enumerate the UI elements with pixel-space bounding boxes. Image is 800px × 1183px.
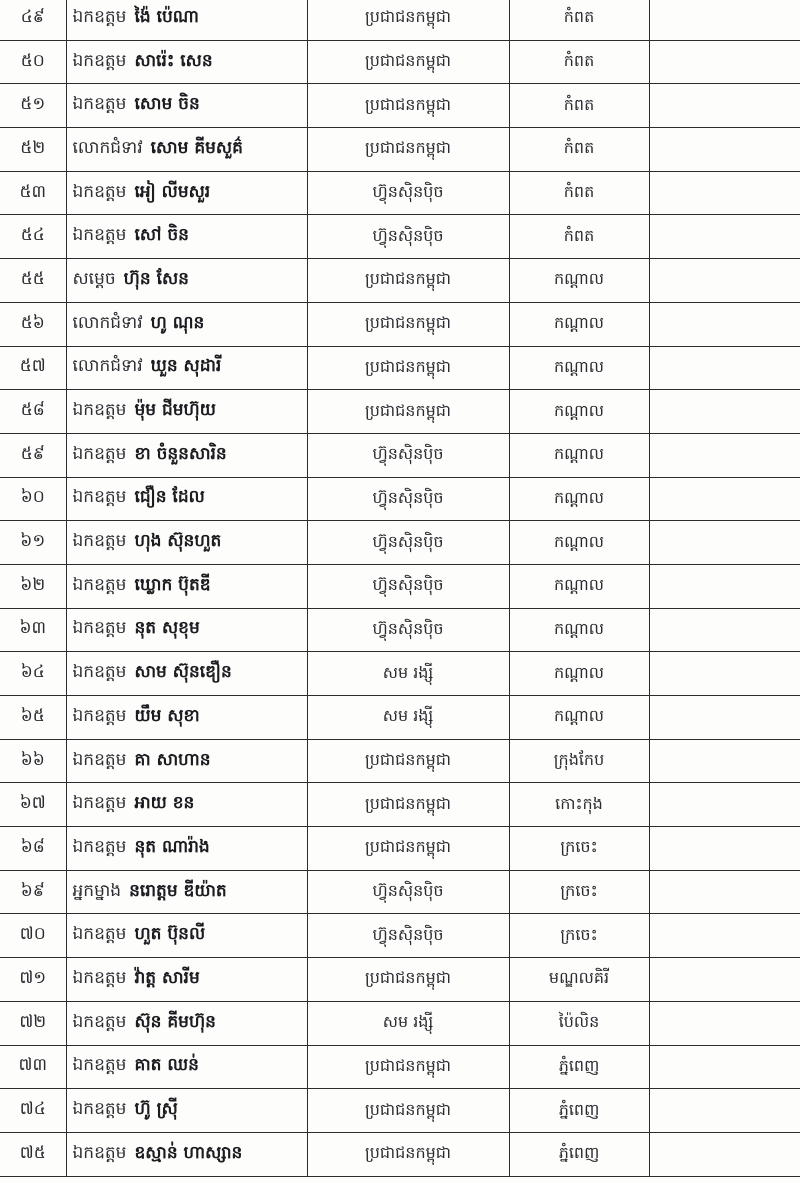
member-name: ឃ្លោក ប៊ុតឌី xyxy=(134,574,211,595)
honorific-title: លោកជំទាវ xyxy=(72,312,143,333)
member-name: គាត ឈន់ xyxy=(134,1055,199,1076)
province-cell: ភ្នំពេញ xyxy=(509,1132,649,1176)
honorific-title: ឯកឧត្តម xyxy=(72,443,127,464)
member-name-cell xyxy=(66,914,307,958)
party-cell: ប្រជាជនកម្ពុជា xyxy=(307,739,509,783)
member-name: គា សាហាន xyxy=(134,749,211,770)
member-name-cell xyxy=(66,84,307,128)
empty-cell xyxy=(649,783,800,827)
party-cell: ប្រជាជនកម្ពុជា xyxy=(307,84,509,128)
member-name-cell xyxy=(66,477,307,521)
row-number: ៦០ xyxy=(0,477,66,521)
province-cell: កណ្តាល xyxy=(509,564,649,608)
member-name-cell xyxy=(66,259,307,303)
row-number: ៦១ xyxy=(0,521,66,565)
member-name: នុត ណារ៉ាង xyxy=(134,836,210,857)
empty-cell xyxy=(649,827,800,871)
member-name-cell xyxy=(66,564,307,608)
table-row xyxy=(0,215,800,259)
member-name: ជឿន ដែល xyxy=(134,487,205,508)
member-name: ហ៊ុន សែន xyxy=(123,268,189,289)
member-name-cell xyxy=(66,739,307,783)
member-name: សាម ស៊ុនឌឿន xyxy=(134,662,232,683)
row-number: ៧២ xyxy=(0,1001,66,1045)
empty-cell xyxy=(649,433,800,477)
empty-cell xyxy=(649,128,800,172)
table-row xyxy=(0,783,800,827)
empty-cell xyxy=(649,914,800,958)
row-number: ៤៩ xyxy=(0,0,66,40)
honorific-title: ឯកឧត្តម xyxy=(72,6,127,27)
province-cell: ក្រុងកែប xyxy=(509,739,649,783)
honorific-title: អ្នកម្នាង xyxy=(72,880,122,901)
party-cell: ប្រជាជនកម្ពុជា xyxy=(307,827,509,871)
empty-cell xyxy=(649,40,800,84)
member-name: ង៉ៃ ប៉េណា xyxy=(134,6,199,27)
empty-cell xyxy=(649,1132,800,1176)
party-cell: ប្រជាជនកម្ពុជា xyxy=(307,259,509,303)
province-cell: កោះកុង xyxy=(509,783,649,827)
honorific-title: លោកជំទាវ xyxy=(72,137,143,158)
row-number: ៧១ xyxy=(0,958,66,1002)
honorific-title: លោកជំទាវ xyxy=(72,356,143,377)
member-name-cell xyxy=(66,1001,307,1045)
row-number: ៥១ xyxy=(0,84,66,128)
party-cell: ហ៊្វុនស៊ិនប៉ិច xyxy=(307,870,509,914)
table-row xyxy=(0,914,800,958)
honorific-title: ឯកឧត្តម xyxy=(72,793,127,814)
member-name: យឹម សុខា xyxy=(134,705,200,726)
row-number: ៥៣ xyxy=(0,171,66,215)
member-name-cell xyxy=(66,346,307,390)
member-name: ហុង ស៊ុនហួត xyxy=(134,531,222,552)
empty-cell xyxy=(649,390,800,434)
table-row xyxy=(0,652,800,696)
province-cell: កណ្តាល xyxy=(509,390,649,434)
member-name: ស៊ុន គីមហ៊ុន xyxy=(134,1011,216,1032)
member-name: សៅ ចិន xyxy=(134,225,189,246)
member-name: អៀ លីមសួរ xyxy=(134,181,211,202)
table-row xyxy=(0,346,800,390)
empty-cell xyxy=(649,608,800,652)
row-number: ៥០ xyxy=(0,40,66,84)
row-number: ៦៩ xyxy=(0,870,66,914)
table-row xyxy=(0,827,800,871)
province-cell: កំពត xyxy=(509,0,649,40)
row-number: ៥៩ xyxy=(0,433,66,477)
table-row xyxy=(0,390,800,434)
member-name: សោម គីមសួគ៌ xyxy=(150,137,243,158)
party-cell: ហ៊្វុនស៊ិនប៉ិច xyxy=(307,215,509,259)
empty-cell xyxy=(649,564,800,608)
table-row xyxy=(0,40,800,84)
member-name: នរោត្តម ឌីយ៉ាត xyxy=(129,880,227,901)
row-number: ៥៦ xyxy=(0,302,66,346)
honorific-title: ឯកឧត្តម xyxy=(72,225,127,246)
province-cell: ក្រចេះ xyxy=(509,870,649,914)
honorific-title: ឯកឧត្តម xyxy=(72,94,127,115)
party-cell: សម រង្ស៊ី xyxy=(307,652,509,696)
row-number: ៥២ xyxy=(0,128,66,172)
table-row xyxy=(0,0,800,40)
row-number: ៥៥ xyxy=(0,259,66,303)
empty-cell xyxy=(649,302,800,346)
row-number: ៧៥ xyxy=(0,1132,66,1176)
row-number: ៧៣ xyxy=(0,1045,66,1089)
table-row xyxy=(0,477,800,521)
member-name-cell xyxy=(66,608,307,652)
member-name-cell xyxy=(66,1132,307,1176)
table-row xyxy=(0,302,800,346)
member-name: ឧស្មាន់ ហាស្សាន xyxy=(134,1142,243,1163)
empty-cell xyxy=(649,1001,800,1045)
province-cell: កំពត xyxy=(509,84,649,128)
honorific-title: ឯកឧត្តម xyxy=(72,618,127,639)
province-cell: កណ្តាល xyxy=(509,696,649,740)
member-name: វ៉ាត្ត សារីម xyxy=(134,967,200,988)
province-cell: កំពត xyxy=(509,171,649,215)
province-cell: កណ្តាល xyxy=(509,652,649,696)
empty-cell xyxy=(649,215,800,259)
province-cell: កណ្តាល xyxy=(509,477,649,521)
row-number: ៧០ xyxy=(0,914,66,958)
member-name: ហួត ប៊ុនលី xyxy=(134,924,206,945)
member-name-cell xyxy=(66,870,307,914)
honorific-title: ឯកឧត្តម xyxy=(72,487,127,508)
empty-cell xyxy=(649,0,800,40)
member-name: ហូ ណុន xyxy=(150,312,205,333)
row-number: ៦២ xyxy=(0,564,66,608)
member-name-cell xyxy=(66,783,307,827)
honorific-title: សម្តេច xyxy=(72,268,116,289)
province-cell: កំពត xyxy=(509,215,649,259)
honorific-title: ឯកឧត្តម xyxy=(72,749,127,770)
row-number: ៦៥ xyxy=(0,696,66,740)
honorific-title: ឯកឧត្តម xyxy=(72,531,127,552)
member-name: នុត សុខុម xyxy=(134,618,200,639)
empty-cell xyxy=(649,84,800,128)
empty-cell xyxy=(649,171,800,215)
empty-cell xyxy=(649,259,800,303)
honorific-title: ឯកឧត្តម xyxy=(72,50,127,71)
province-cell: ក្រចេះ xyxy=(509,914,649,958)
party-cell: ហ៊្វុនស៊ិនប៉ិច xyxy=(307,433,509,477)
party-cell: ប្រជាជនកម្ពុជា xyxy=(307,128,509,172)
province-cell: កំពត xyxy=(509,128,649,172)
province-cell: ប៉ៃលិន xyxy=(509,1001,649,1045)
province-cell: ភ្នំពេញ xyxy=(509,1089,649,1133)
province-cell: មណ្ឌលគិរី xyxy=(509,958,649,1002)
empty-cell xyxy=(649,1045,800,1089)
party-cell: ប្រជាជនកម្ពុជា xyxy=(307,390,509,434)
party-cell: ប្រជាជនកម្ពុជា xyxy=(307,783,509,827)
member-name-cell xyxy=(66,958,307,1002)
member-name-cell xyxy=(66,171,307,215)
member-name: សោម ចិន xyxy=(134,94,200,115)
party-cell: សម រង្ស៊ី xyxy=(307,696,509,740)
empty-cell xyxy=(649,477,800,521)
party-cell: ហ៊្វុនស៊ិនប៉ិច xyxy=(307,608,509,652)
province-cell: ក្រចេះ xyxy=(509,827,649,871)
party-cell: ហ៊្វុនស៊ិនប៉ិច xyxy=(307,521,509,565)
member-name-cell xyxy=(66,652,307,696)
member-name: ខា ចំនួនសារិន xyxy=(134,443,227,464)
table-row xyxy=(0,564,800,608)
empty-cell xyxy=(649,958,800,1002)
member-name: ម៉ុម ជីមហ៊ុយ xyxy=(134,400,216,421)
member-name-cell xyxy=(66,521,307,565)
province-cell: ភ្នំពេញ xyxy=(509,1045,649,1089)
province-cell: កណ្តាល xyxy=(509,521,649,565)
row-number: ៦៦ xyxy=(0,739,66,783)
member-name-cell xyxy=(66,128,307,172)
empty-cell xyxy=(649,870,800,914)
party-cell: ហ៊្វុនស៊ិនប៉ិច xyxy=(307,914,509,958)
honorific-title: ឯកឧត្តម xyxy=(72,662,127,683)
member-name-cell xyxy=(66,696,307,740)
table-row xyxy=(0,958,800,1002)
member-name-cell xyxy=(66,1089,307,1133)
empty-cell xyxy=(649,696,800,740)
row-number: ៦៣ xyxy=(0,608,66,652)
table-row xyxy=(0,1132,800,1176)
province-cell: កណ្តាល xyxy=(509,346,649,390)
province-cell: កណ្តាល xyxy=(509,259,649,303)
honorific-title: ឯកឧត្តម xyxy=(72,1011,127,1032)
member-name: អាយ ខន xyxy=(134,793,195,814)
honorific-title: ឯកឧត្តម xyxy=(72,1055,127,1076)
row-number: ៧៤ xyxy=(0,1089,66,1133)
member-name-cell xyxy=(66,0,307,40)
member-name-cell xyxy=(66,433,307,477)
party-cell: ប្រជាជនកម្ពុជា xyxy=(307,1089,509,1133)
member-name-cell xyxy=(66,827,307,871)
member-name-cell xyxy=(66,1045,307,1089)
table-row xyxy=(0,1001,800,1045)
honorific-title: ឯកឧត្តម xyxy=(72,181,127,202)
table-row xyxy=(0,1045,800,1089)
party-cell: ហ៊្វុនស៊ិនប៉ិច xyxy=(307,477,509,521)
table-row xyxy=(0,171,800,215)
party-cell: ហ៊្វុនស៊ិនប៉ិច xyxy=(307,171,509,215)
table-row xyxy=(0,696,800,740)
member-name: ហ៊ូ ស្រ៊ី xyxy=(134,1099,178,1120)
empty-cell xyxy=(649,521,800,565)
table-row xyxy=(0,84,800,128)
table-row xyxy=(0,608,800,652)
row-number: ៦៧ xyxy=(0,783,66,827)
party-cell: ប្រជាជនកម្ពុជា xyxy=(307,346,509,390)
row-number: ៥៨ xyxy=(0,390,66,434)
row-number: ៦៤ xyxy=(0,652,66,696)
member-name: សារ៉េះ សេន xyxy=(134,50,213,71)
member-name-cell xyxy=(66,40,307,84)
honorific-title: ឯកឧត្តម xyxy=(72,705,127,726)
honorific-title: ឯកឧត្តម xyxy=(72,967,127,988)
party-cell: ប្រជាជនកម្ពុជា xyxy=(307,958,509,1002)
empty-cell xyxy=(649,739,800,783)
table-row xyxy=(0,128,800,172)
table-row xyxy=(0,433,800,477)
table-row xyxy=(0,1089,800,1133)
table-row xyxy=(0,521,800,565)
table-row xyxy=(0,870,800,914)
province-cell: កណ្តាល xyxy=(509,302,649,346)
honorific-title: ឯកឧត្តម xyxy=(72,400,127,421)
member-name-cell xyxy=(66,215,307,259)
honorific-title: ឯកឧត្តម xyxy=(72,836,127,857)
member-name-cell xyxy=(66,390,307,434)
province-cell: កណ្តាល xyxy=(509,433,649,477)
province-cell: កណ្តាល xyxy=(509,608,649,652)
party-cell: ប្រជាជនកម្ពុជា xyxy=(307,1132,509,1176)
row-number: ៦៨ xyxy=(0,827,66,871)
empty-cell xyxy=(649,652,800,696)
party-cell: ប្រជាជនកម្ពុជា xyxy=(307,0,509,40)
party-cell: ប្រជាជនកម្ពុជា xyxy=(307,40,509,84)
table-row xyxy=(0,259,800,303)
row-number: ៥៤ xyxy=(0,215,66,259)
party-cell: ប្រជាជនកម្ពុជា xyxy=(307,1045,509,1089)
honorific-title: ឯកឧត្តម xyxy=(72,574,127,595)
member-name-cell xyxy=(66,302,307,346)
table-row xyxy=(0,739,800,783)
honorific-title: ឯកឧត្តម xyxy=(72,1142,127,1163)
party-cell: សម រង្ស៊ី xyxy=(307,1001,509,1045)
empty-cell xyxy=(649,1089,800,1133)
party-cell: ហ៊្វុនស៊ិនប៉ិច xyxy=(307,564,509,608)
row-number: ៥៧ xyxy=(0,346,66,390)
member-name: ឃួន សុដារី xyxy=(150,356,222,377)
honorific-title: ឯកឧត្តម xyxy=(72,924,127,945)
honorific-title: ឯកឧត្តម xyxy=(72,1099,127,1120)
party-cell: ប្រជាជនកម្ពុជា xyxy=(307,302,509,346)
province-cell: កំពត xyxy=(509,40,649,84)
empty-cell xyxy=(649,346,800,390)
